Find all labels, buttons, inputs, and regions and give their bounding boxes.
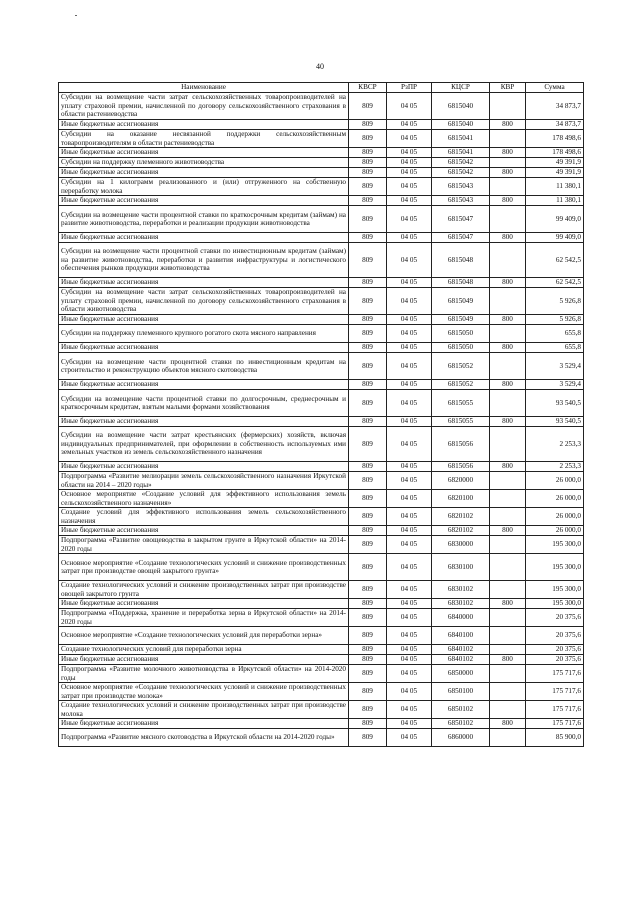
row-rzpr-cell: 04 05: [387, 665, 432, 683]
row-kvsr-cell: 809: [349, 655, 387, 665]
row-sum-cell: 26 000,0: [526, 472, 584, 490]
row-sum-cell: 175 717,6: [526, 719, 584, 729]
row-rzpr-cell: 04 05: [387, 609, 432, 627]
row-rzpr-cell: 04 05: [387, 343, 432, 353]
row-name-cell: Создание технологических условий и снижение производственных затрат при производстве овощей закрытого грунта: [59, 581, 349, 599]
row-sum-cell: 178 498,6: [526, 148, 584, 158]
row-sum-cell: 49 391,9: [526, 158, 584, 168]
row-sum-cell: 62 542,5: [526, 243, 584, 278]
row-rzpr-cell: 04 05: [387, 130, 432, 148]
row-kcsr-cell: 6840102: [432, 645, 490, 655]
table-row: [59, 554, 584, 581]
row-kvr-cell: [490, 665, 526, 683]
row-name-cell: Иные бюджетные ассигнования: [59, 168, 349, 178]
row-sum-cell: 99 409,0: [526, 206, 584, 233]
row-kvsr-cell: 809: [349, 178, 387, 196]
row-name-cell: Иные бюджетные ассигнования: [59, 278, 349, 288]
table-row: [59, 93, 584, 120]
row-kvsr-cell: 809: [349, 233, 387, 243]
row-kvsr-cell: 809: [349, 120, 387, 130]
table-row: [59, 168, 584, 178]
row-kvsr-cell: 809: [349, 645, 387, 655]
row-rzpr-cell: 04 05: [387, 233, 432, 243]
row-kvr-cell: [490, 536, 526, 554]
row-rzpr-cell: 04 05: [387, 158, 432, 168]
row-name-cell: Иные бюджетные ассигнования: [59, 462, 349, 472]
row-kcsr-cell: 6815049: [432, 315, 490, 325]
row-kcsr-cell: 6815047: [432, 206, 490, 233]
row-kvr-cell: [490, 206, 526, 233]
table-row: [59, 158, 584, 168]
row-sum-cell: 2 253,3: [526, 427, 584, 462]
row-sum-cell: 655,8: [526, 325, 584, 343]
row-rzpr-cell: 04 05: [387, 599, 432, 609]
row-sum-cell: 195 300,0: [526, 554, 584, 581]
header-kcsr: КЦСР: [432, 83, 490, 93]
row-rzpr-cell: 04 05: [387, 243, 432, 278]
table-row: [59, 472, 584, 490]
row-rzpr-cell: 04 05: [387, 390, 432, 417]
row-rzpr-cell: 04 05: [387, 278, 432, 288]
row-sum-cell: 85 900,0: [526, 729, 584, 747]
row-rzpr-cell: 04 05: [387, 380, 432, 390]
header-kvsr: КВСР: [349, 83, 387, 93]
row-kcsr-cell: 6815049: [432, 288, 490, 315]
row-kcsr-cell: 6840000: [432, 609, 490, 627]
row-name-cell: Иные бюджетные ассигнования: [59, 719, 349, 729]
table-row: [59, 729, 584, 747]
row-sum-cell: 20 375,6: [526, 655, 584, 665]
row-kvsr-cell: 809: [349, 599, 387, 609]
row-sum-cell: 195 300,0: [526, 581, 584, 599]
row-kcsr-cell: 6830100: [432, 554, 490, 581]
row-sum-cell: 62 542,5: [526, 278, 584, 288]
row-kvsr-cell: 809: [349, 243, 387, 278]
row-kcsr-cell: 6815047: [432, 233, 490, 243]
row-kcsr-cell: 6820102: [432, 526, 490, 536]
row-kvsr-cell: 809: [349, 206, 387, 233]
row-name-cell: Основное мероприятие «Создание технологических условий и снижение производственных затрат при производстве молока»: [59, 683, 349, 701]
row-kvsr-cell: 809: [349, 627, 387, 645]
table-row: [59, 278, 584, 288]
row-kcsr-cell: 6820100: [432, 490, 490, 508]
table-row: [59, 288, 584, 315]
row-rzpr-cell: 04 05: [387, 581, 432, 599]
row-kvsr-cell: 809: [349, 609, 387, 627]
row-kvsr-cell: 809: [349, 353, 387, 380]
header-rzpr: РзПР: [387, 83, 432, 93]
row-kcsr-cell: 6815043: [432, 178, 490, 196]
row-name-cell: Основное мероприятие «Создание технологических условий для переработки зерна»: [59, 627, 349, 645]
row-sum-cell: 20 375,6: [526, 645, 584, 655]
row-kcsr-cell: 6815048: [432, 278, 490, 288]
row-kvr-cell: [490, 390, 526, 417]
row-kcsr-cell: 6850102: [432, 719, 490, 729]
row-name-cell: Иные бюджетные ассигнования: [59, 315, 349, 325]
table-row: [59, 206, 584, 233]
row-kcsr-cell: 6860000: [432, 729, 490, 747]
header-sum: Сумма: [526, 83, 584, 93]
row-rzpr-cell: 04 05: [387, 196, 432, 206]
table-row: [59, 462, 584, 472]
row-rzpr-cell: 04 05: [387, 462, 432, 472]
row-kvsr-cell: 809: [349, 343, 387, 353]
row-rzpr-cell: 04 05: [387, 536, 432, 554]
row-name-cell: Подпрограмма «Развитие молочного животноводства в Иркутской области» на 2014-2020 годы: [59, 665, 349, 683]
row-kvsr-cell: 809: [349, 380, 387, 390]
row-name-cell: Субсидии на возмещение части процентной ставки по долгосрочным, среднесрочным и краткосрочным кредитам, взятым малыми формами хозяйствования: [59, 390, 349, 417]
row-kcsr-cell: 6830000: [432, 536, 490, 554]
row-sum-cell: 20 375,6: [526, 627, 584, 645]
row-sum-cell: 34 873,7: [526, 120, 584, 130]
row-sum-cell: 5 926,8: [526, 288, 584, 315]
budget-table-container: [58, 82, 583, 747]
row-name-cell: Субсидии на возмещение части затрат крестьянских (фермерских) хозяйств, включая индивидуальных предпринимателей, при оформлении в собственность используемых ими земельных участков из земель сельскохозяйственного назначения: [59, 427, 349, 462]
row-rzpr-cell: 04 05: [387, 729, 432, 747]
row-kvr-cell: [490, 130, 526, 148]
table-row: [59, 719, 584, 729]
row-kvsr-cell: 809: [349, 665, 387, 683]
row-kvr-cell: 800: [490, 462, 526, 472]
row-kvr-cell: [490, 581, 526, 599]
row-kvr-cell: [490, 645, 526, 655]
row-kcsr-cell: 6820000: [432, 472, 490, 490]
row-sum-cell: 3 529,4: [526, 380, 584, 390]
table-row: [59, 526, 584, 536]
row-rzpr-cell: 04 05: [387, 683, 432, 701]
row-rzpr-cell: 04 05: [387, 168, 432, 178]
row-sum-cell: 175 717,6: [526, 683, 584, 701]
row-kvr-cell: 800: [490, 196, 526, 206]
row-kcsr-cell: 6815042: [432, 158, 490, 168]
row-kcsr-cell: 6820102: [432, 508, 490, 526]
row-sum-cell: 26 000,0: [526, 508, 584, 526]
table-header-row: [59, 83, 584, 93]
table-row: [59, 178, 584, 196]
row-sum-cell: 99 409,0: [526, 233, 584, 243]
row-kcsr-cell: 6815052: [432, 380, 490, 390]
row-kcsr-cell: 6850102: [432, 701, 490, 719]
row-name-cell: Субсидии на оказание несвязанной поддержки сельскохозяйственным товаропроизводителям в области растениеводства: [59, 130, 349, 148]
row-kvr-cell: 800: [490, 599, 526, 609]
row-kcsr-cell: 6830102: [432, 599, 490, 609]
row-name-cell: Основное мероприятие «Создание технологических условий и снижение производственных затрат при производстве овощей закрытого грунта»: [59, 554, 349, 581]
row-kvsr-cell: 809: [349, 196, 387, 206]
row-name-cell: Подпрограмма «Развитие овощеводства в закрытом грунте в Иркутской области» на 2014-2020 годы: [59, 536, 349, 554]
row-kvsr-cell: 809: [349, 130, 387, 148]
row-kcsr-cell: 6815040: [432, 120, 490, 130]
table-row: [59, 315, 584, 325]
row-kvsr-cell: 809: [349, 93, 387, 120]
row-rzpr-cell: 04 05: [387, 353, 432, 380]
row-name-cell: Субсидии на 1 килограмм реализованного и (или) отгруженного на собственную переработку молока: [59, 178, 349, 196]
row-kvr-cell: [490, 627, 526, 645]
row-name-cell: Иные бюджетные ассигнования: [59, 417, 349, 427]
row-name-cell: Субсидии на поддержку племенного животноводства: [59, 158, 349, 168]
row-sum-cell: 26 000,0: [526, 490, 584, 508]
row-kcsr-cell: 6815056: [432, 462, 490, 472]
row-kvr-cell: [490, 93, 526, 120]
row-rzpr-cell: 04 05: [387, 490, 432, 508]
table-row: [59, 627, 584, 645]
row-rzpr-cell: 04 05: [387, 417, 432, 427]
row-kvr-cell: 800: [490, 120, 526, 130]
row-kvr-cell: [490, 325, 526, 343]
row-kvr-cell: [490, 729, 526, 747]
row-rzpr-cell: 04 05: [387, 325, 432, 343]
row-kvr-cell: 800: [490, 343, 526, 353]
row-kvsr-cell: 809: [349, 536, 387, 554]
table-row: [59, 353, 584, 380]
row-rzpr-cell: 04 05: [387, 655, 432, 665]
row-kcsr-cell: 6815055: [432, 390, 490, 417]
row-kcsr-cell: 6815050: [432, 343, 490, 353]
row-kvr-cell: [490, 243, 526, 278]
row-name-cell: Иные бюджетные ассигнования: [59, 233, 349, 243]
row-sum-cell: 49 391,9: [526, 168, 584, 178]
row-kvr-cell: [490, 508, 526, 526]
row-kvsr-cell: 809: [349, 278, 387, 288]
row-name-cell: Подпрограмма «Развитие мелиорации земель сельскохозяйственного назначения Иркутской области на 2014 – 2020 годы»: [59, 472, 349, 490]
row-rzpr-cell: 04 05: [387, 120, 432, 130]
table-row: [59, 120, 584, 130]
table-row: [59, 196, 584, 206]
table-row: [59, 490, 584, 508]
row-kcsr-cell: 6815055: [432, 417, 490, 427]
row-kcsr-cell: 6815041: [432, 130, 490, 148]
table-row: [59, 665, 584, 683]
row-kvr-cell: [490, 178, 526, 196]
row-kcsr-cell: 6815041: [432, 148, 490, 158]
row-kcsr-cell: 6815048: [432, 243, 490, 278]
table-row: [59, 536, 584, 554]
scan-mark: [75, 15, 77, 16]
row-sum-cell: 178 498,6: [526, 130, 584, 148]
row-sum-cell: 175 717,6: [526, 665, 584, 683]
row-kcsr-cell: 6815050: [432, 325, 490, 343]
row-sum-cell: 20 375,6: [526, 609, 584, 627]
row-rzpr-cell: 04 05: [387, 315, 432, 325]
table-row: [59, 130, 584, 148]
row-kvsr-cell: 809: [349, 158, 387, 168]
row-rzpr-cell: 04 05: [387, 427, 432, 462]
budget-table: [58, 82, 584, 747]
row-name-cell: Иные бюджетные ассигнования: [59, 526, 349, 536]
row-sum-cell: 5 926,8: [526, 315, 584, 325]
row-kvsr-cell: 809: [349, 683, 387, 701]
row-kvsr-cell: 809: [349, 148, 387, 158]
row-kvsr-cell: 809: [349, 554, 387, 581]
row-kvsr-cell: 809: [349, 325, 387, 343]
table-row: [59, 645, 584, 655]
row-kcsr-cell: 6840100: [432, 627, 490, 645]
row-rzpr-cell: 04 05: [387, 93, 432, 120]
row-name-cell: Подпрограмма «Развитие мясного скотоводства в Иркутской области на 2014-2020 годы»: [59, 729, 349, 747]
row-kvr-cell: 800: [490, 168, 526, 178]
table-row: [59, 233, 584, 243]
row-name-cell: Субсидии на возмещение части процентной ставки по инвестиционным кредитам на строительство и реконструкцию объектов мясного скотоводства: [59, 353, 349, 380]
row-kvr-cell: [490, 609, 526, 627]
header-name: Наименование: [59, 83, 349, 93]
table-row: [59, 343, 584, 353]
row-kvsr-cell: 809: [349, 462, 387, 472]
row-sum-cell: 2 253,3: [526, 462, 584, 472]
row-rzpr-cell: 04 05: [387, 526, 432, 536]
row-rzpr-cell: 04 05: [387, 206, 432, 233]
row-kcsr-cell: 6850100: [432, 683, 490, 701]
row-kvr-cell: 800: [490, 380, 526, 390]
row-kvr-cell: [490, 472, 526, 490]
row-kvr-cell: 800: [490, 315, 526, 325]
row-sum-cell: 195 300,0: [526, 536, 584, 554]
row-kvr-cell: [490, 554, 526, 581]
table-row: [59, 701, 584, 719]
row-name-cell: Иные бюджетные ассигнования: [59, 196, 349, 206]
row-kcsr-cell: 6815040: [432, 93, 490, 120]
row-kvr-cell: [490, 701, 526, 719]
row-name-cell: Иные бюджетные ассигнования: [59, 343, 349, 353]
row-kvr-cell: [490, 353, 526, 380]
row-sum-cell: 175 717,6: [526, 701, 584, 719]
table-row: [59, 427, 584, 462]
row-sum-cell: 11 380,1: [526, 178, 584, 196]
row-name-cell: Иные бюджетные ассигнования: [59, 380, 349, 390]
row-kvr-cell: 800: [490, 278, 526, 288]
row-sum-cell: 34 873,7: [526, 93, 584, 120]
row-rzpr-cell: 04 05: [387, 288, 432, 315]
table-row: [59, 243, 584, 278]
table-row: [59, 655, 584, 665]
row-sum-cell: 26 000,0: [526, 526, 584, 536]
row-name-cell: Создание технологических условий для переработки зерна: [59, 645, 349, 655]
row-sum-cell: 655,8: [526, 343, 584, 353]
row-name-cell: Создание условий для эффективного использования земель сельскохозяйственного назначения: [59, 508, 349, 526]
table-row: [59, 599, 584, 609]
row-kvsr-cell: 809: [349, 526, 387, 536]
row-name-cell: Основное мероприятие «Создание условий для эффективного использования земель сельскохозяйственного назначения»: [59, 490, 349, 508]
row-name-cell: Субсидии на возмещение части процентной ставки по инвестиционным кредитам (займам) на развитие животноводства, переработки и развития инфраструктуры и логистического обеспечения рынков продукции животноводства: [59, 243, 349, 278]
row-kvr-cell: [490, 683, 526, 701]
row-kvsr-cell: 809: [349, 719, 387, 729]
row-kvr-cell: 800: [490, 719, 526, 729]
table-row: [59, 325, 584, 343]
table-row: [59, 508, 584, 526]
row-kvr-cell: 800: [490, 655, 526, 665]
row-rzpr-cell: 04 05: [387, 178, 432, 196]
row-kvsr-cell: 809: [349, 729, 387, 747]
row-kvr-cell: 800: [490, 148, 526, 158]
row-kvr-cell: [490, 490, 526, 508]
row-kvsr-cell: 809: [349, 472, 387, 490]
row-kvsr-cell: 809: [349, 288, 387, 315]
row-name-cell: Субсидии на возмещение части затрат сельскохозяйственных товаропроизводителей на уплату страховой премии, начисленной по договору сельскохозяйственного страхования в области животноводства: [59, 288, 349, 315]
row-rzpr-cell: 04 05: [387, 472, 432, 490]
row-name-cell: Подпрограмма «Поддержка, хранение и переработка зерна в Иркутской области» на 2014-2020 годы: [59, 609, 349, 627]
page-number: 40: [316, 62, 324, 71]
table-row: [59, 417, 584, 427]
header-kvr: КВР: [490, 83, 526, 93]
row-kcsr-cell: 6840102: [432, 655, 490, 665]
row-rzpr-cell: 04 05: [387, 554, 432, 581]
table-row: [59, 380, 584, 390]
row-rzpr-cell: 04 05: [387, 719, 432, 729]
row-rzpr-cell: 04 05: [387, 148, 432, 158]
row-rzpr-cell: 04 05: [387, 508, 432, 526]
row-kvsr-cell: 809: [349, 490, 387, 508]
row-name-cell: Иные бюджетные ассигнования: [59, 599, 349, 609]
row-sum-cell: 195 300,0: [526, 599, 584, 609]
row-sum-cell: 93 540,5: [526, 417, 584, 427]
row-kvr-cell: [490, 288, 526, 315]
row-kcsr-cell: 6815056: [432, 427, 490, 462]
row-kvsr-cell: 809: [349, 315, 387, 325]
table-row: [59, 609, 584, 627]
row-name-cell: Субсидии на возмещение части затрат сельскохозяйственных товаропроизводителей на уплату страховой премии, начисленной по договору сельскохозяйственного страхования в области растениеводства: [59, 93, 349, 120]
row-name-cell: Иные бюджетные ассигнования: [59, 148, 349, 158]
row-kvr-cell: [490, 427, 526, 462]
table-row: [59, 581, 584, 599]
row-name-cell: Создание технологических условий и снижение производственных затрат при производстве молока: [59, 701, 349, 719]
row-kvsr-cell: 809: [349, 701, 387, 719]
row-rzpr-cell: 04 05: [387, 627, 432, 645]
row-kcsr-cell: 6815043: [432, 196, 490, 206]
row-kvsr-cell: 809: [349, 390, 387, 417]
table-row: [59, 148, 584, 158]
row-kvr-cell: [490, 158, 526, 168]
row-kcsr-cell: 6850000: [432, 665, 490, 683]
row-kvsr-cell: 809: [349, 508, 387, 526]
row-kvsr-cell: 809: [349, 581, 387, 599]
row-rzpr-cell: 04 05: [387, 701, 432, 719]
row-name-cell: Субсидии на возмещение части процентной ставки по краткосрочным кредитам (займам) на развитие животноводства, переработки и реализации продукции животноводства: [59, 206, 349, 233]
table-row: [59, 390, 584, 417]
table-body: [59, 93, 584, 747]
row-sum-cell: 93 540,5: [526, 390, 584, 417]
row-kvsr-cell: 809: [349, 417, 387, 427]
row-name-cell: Иные бюджетные ассигнования: [59, 120, 349, 130]
row-kcsr-cell: 6815052: [432, 353, 490, 380]
row-sum-cell: 11 380,1: [526, 196, 584, 206]
row-kvr-cell: 800: [490, 417, 526, 427]
row-name-cell: Иные бюджетные ассигнования: [59, 655, 349, 665]
row-kvsr-cell: 809: [349, 168, 387, 178]
row-kvr-cell: 800: [490, 233, 526, 243]
row-kcsr-cell: 6830102: [432, 581, 490, 599]
row-kcsr-cell: 6815042: [432, 168, 490, 178]
table-row: [59, 683, 584, 701]
row-name-cell: Субсидии на поддержку племенного крупного рогатого скота мясного направления: [59, 325, 349, 343]
row-kvsr-cell: 809: [349, 427, 387, 462]
row-rzpr-cell: 04 05: [387, 645, 432, 655]
row-kvr-cell: 800: [490, 526, 526, 536]
row-sum-cell: 3 529,4: [526, 353, 584, 380]
